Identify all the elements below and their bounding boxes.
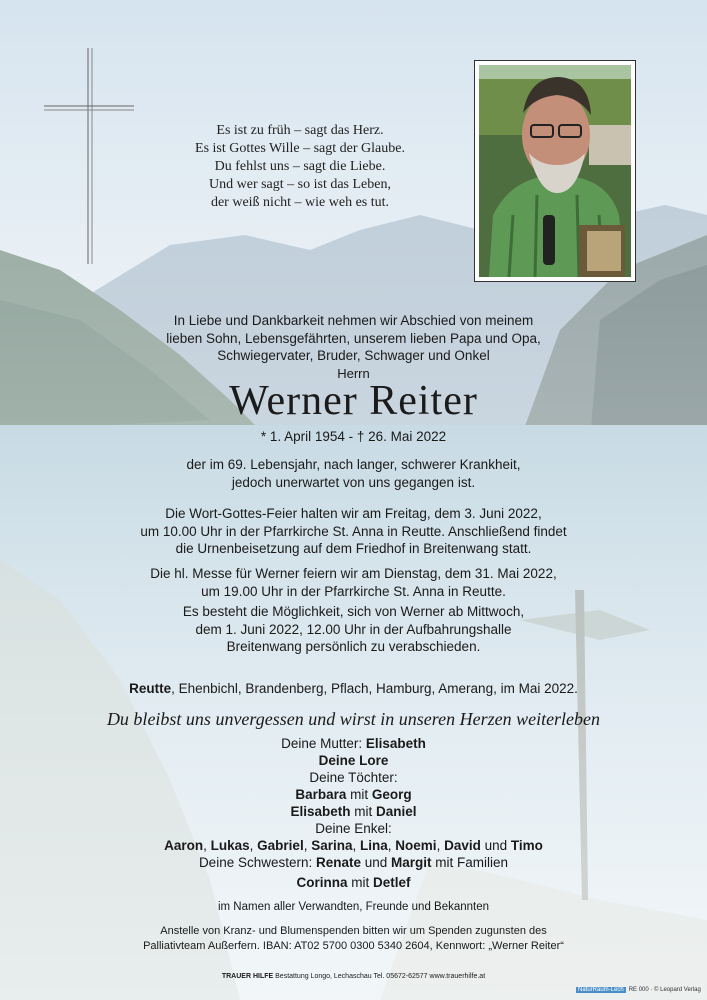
footer-text: Bestattung Longo, Lechaschau Tel. 05672-62577 www.trauerhilfe.at [273,973,486,980]
ceremony-line: um 10.00 Uhr in der Pfarrkirche St. Anna in Reutte. Anschließend findet [140,523,567,539]
intro-text [40,312,667,382]
family-daughter-2: Elisabeth mit Daniel [290,804,417,819]
badge-text: RE 000 · © Leopard Verlag [628,987,701,993]
publisher-badge [576,986,701,994]
illness-text [40,456,667,491]
portrait-photo [474,60,636,282]
family-daughter-1: Barbara mit Georg [295,787,412,802]
life-dates: * 1. April 1954 - † 26. Mai 2022 [260,429,447,444]
farewell-line: Breitenwang persönlich zu verabschieden. [226,639,481,654]
footer-brand: TRAUER HILFE [221,973,274,980]
intro-line: lieben Sohn, Lebensgefährten, unserem lieben Papa und Opa, [166,330,541,346]
farewell-text [40,603,667,656]
footer [40,972,667,981]
family-corinna: Corinna mit Detlef [296,875,411,890]
intro-line: Schwiegervater, Bruder, Schwager und Onkel [217,348,490,363]
illness-line: der im 69. Lebensjahr, nach langer, schwerer Krankheit, [186,457,521,472]
cross-icon [44,48,136,266]
portrait-image [479,65,631,277]
ceremony-text [40,505,667,558]
family-daughters-label: Deine Töchter: [309,770,398,785]
deceased-name: Werner Reiter [229,378,478,424]
place-rest: , Ehenbichl, Brandenberg, Pflach, Hamburg, Amerang, im Mai 2022. [171,681,578,696]
place-date [40,680,667,698]
poem-line: Du fehlst uns – sagt die Liebe. [214,159,386,174]
family-mother: Deine Mutter: Elisabeth [281,736,426,751]
motto: Du bleibst uns unvergessen und wirst in unseren Herzen weiterleben [106,709,601,729]
farewell-line: Es besteht die Möglichkeit, sich von Werner ab Mittwoch, [182,604,525,619]
family-list [40,735,667,871]
ceremony-line: die Urnenbeisetzung auf dem Friedhof in Breitenwang statt. [175,541,532,556]
illness-line: jedoch unerwartet von uns gegangen ist. [231,474,476,490]
badge-box: NaturRaum-Lech [578,987,624,993]
poem [150,122,450,212]
family-sisters: Deine Schwestern: Renate und Margit mit Familien [198,855,509,870]
poem-line: Es ist Gottes Wille – sagt der Glaube. [195,141,405,156]
poem-line: der weiß nicht – wie weh es tut. [210,195,390,210]
poem-line: Und wer sagt – so ist das Leben, [209,177,391,192]
relatives-text: im Namen aller Verwandten, Freunde und Bekannten [217,901,490,913]
family-grandchildren: Aaron, Lukas, Gabriel, Sarina, Lina, Noemi, David und Timo [164,838,543,853]
intro-line: In Liebe und Dankbarkeit nehmen wir Abschied von meinem [173,313,534,328]
ceremony-line: Die Wort-Gottes-Feier halten wir am Freitag, dem 3. Juni 2022, [165,506,542,521]
mass-line: Die hl. Messe für Werner feiern wir am Dienstag, dem 31. Mai 2022, [150,566,557,581]
farewell-line: dem 1. Juni 2022, 12.00 Uhr in der Aufbahrungshalle [195,621,512,637]
family-partner: Deine Lore [318,753,389,768]
salutation: Herrn [337,365,370,381]
family-grandchildren-label: Deine Enkel: [315,821,392,836]
place-main: Reutte [129,681,172,696]
mass-line: um 19.00 Uhr in der Pfarrkirche St. Anna in Reutte. [201,583,506,599]
mass-text [40,565,667,600]
donation-line: Anstelle von Kranz- und Blumenspenden bitten wir um Spenden zugunsten des [160,925,547,937]
donation-line: Palliativteam Außerfern. IBAN: AT02 5700 0300 5340 2604, Kennwort: „Werner Reiter“ [143,940,564,952]
donation-text [40,924,667,954]
poem-line: Es ist zu früh – sagt das Herz. [216,123,384,138]
